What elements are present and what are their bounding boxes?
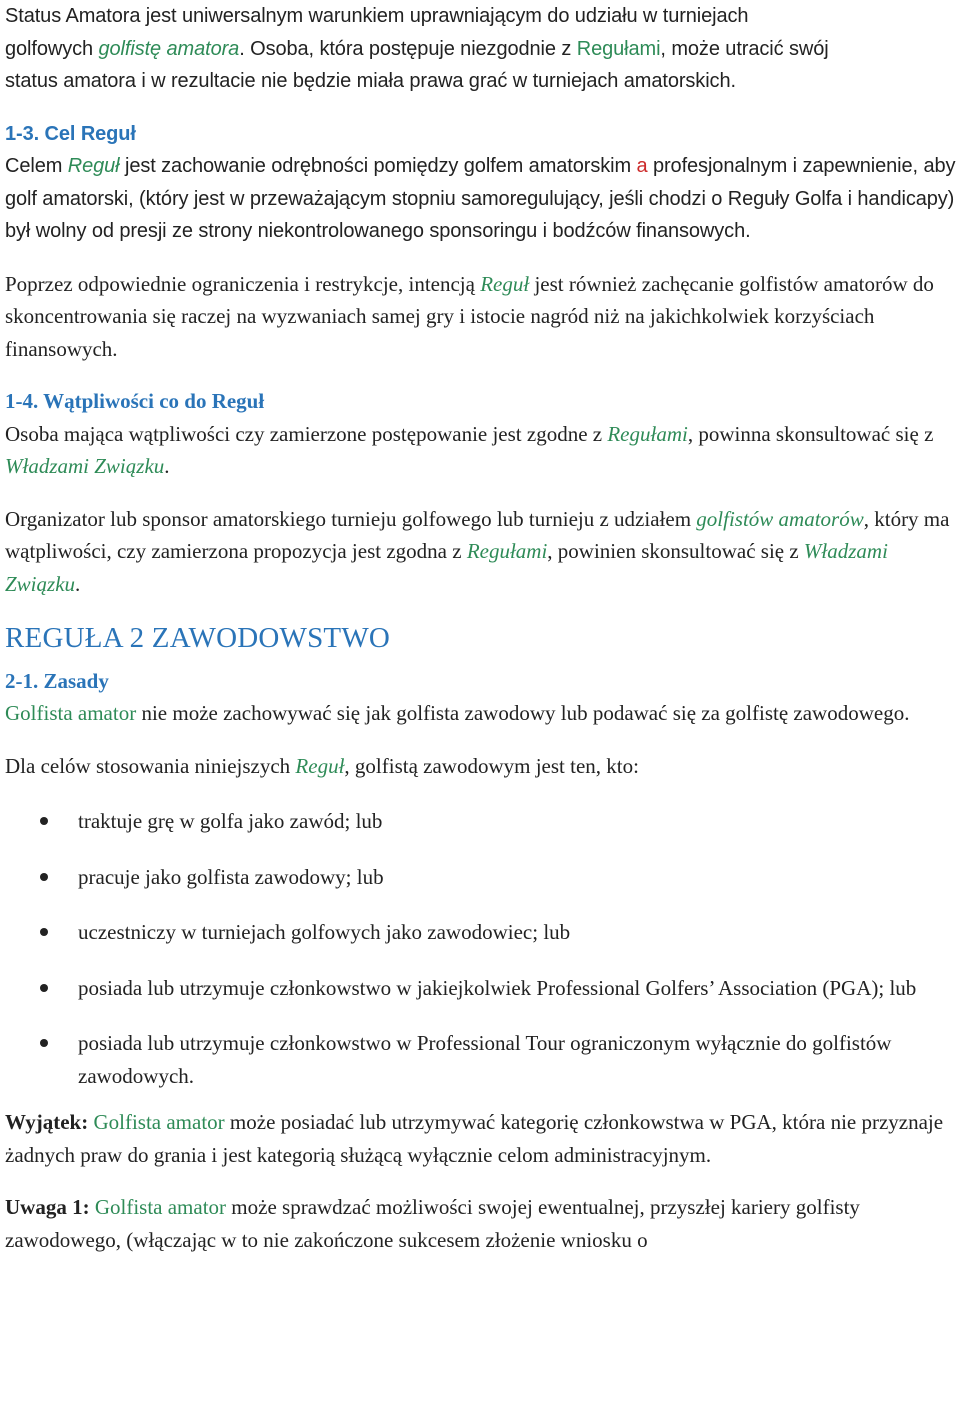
note-paragraph: [5, 1191, 960, 1256]
body-text: nie może zachowywać się jak golfista zawodowy lub podawać się za golfistę zawodowego.: [136, 701, 910, 725]
section-2-1-heading: 2-1. Zasady: [5, 668, 109, 693]
list-item-text: posiada lub utrzymuje członkowstwo w jakiejkolwiek Professional Golfers’ Association (PGA); lub: [78, 975, 917, 1000]
section-1-4-paragraph-2: [5, 503, 960, 601]
term-link[interactable]: golfistę amatora: [98, 37, 240, 60]
note-label: Uwaga 1:: [5, 1195, 90, 1219]
intro-text: status amatora i w rezultacie nie będzie miała prawa grać w turniejach amatorskich.: [5, 70, 736, 92]
body-text: Dla celów stosowania niniejszych: [5, 753, 296, 778]
body-text: może sprawdzać możliwości swojej ewentualnej, przyszłej kariery golfisty zawodowego, (włączając w to nie zakończone sukcesem złożenie wniosku o: [5, 1195, 860, 1252]
body-text: profesjonalnym i zapewnienie, aby golf amatorski, (który jest w przeważającym stopniu samoregulujący, jeśli chodzi o Reguły Golfa i handicapy) był wolny od presji ze strony niekontrolowanego sponsoringu i bodźców finansowych.: [5, 155, 956, 242]
exception-label: Wyjątek:: [5, 1110, 89, 1134]
body-text: może posiadać lub utrzymywać kategorię członkowstwa w PGA, która nie przyznaje żadnych praw do grania i jest kategorią służącą wyłącznie celom administracyjnym.: [5, 1110, 944, 1167]
body-text: Osoba mająca wątpliwości czy zamierzone postępowanie jest zgodne z: [5, 421, 608, 446]
intro-text: , może utracić swój: [660, 37, 829, 60]
section-number: 1-3.: [5, 122, 40, 145]
list-item: [5, 972, 960, 1005]
intro-text: . Osoba, która postępuje niezgodnie z: [239, 37, 577, 60]
body-text: Celem: [5, 155, 68, 177]
term-link[interactable]: Golfista amator: [94, 1195, 227, 1219]
professional-criteria-list: [5, 805, 960, 1092]
term-link[interactable]: Władzami Związku: [5, 539, 888, 596]
bullet-icon: [40, 817, 48, 825]
list-item-text: traktuje grę w golfa jako zawód; lub: [78, 809, 383, 833]
intro-text: golfowych: [5, 37, 99, 60]
term-link[interactable]: Regułami: [466, 539, 548, 563]
term-link[interactable]: Regułami: [576, 37, 661, 60]
bullet-icon: [40, 873, 48, 881]
list-item-text: pracuje jako golfista zawodowy; lub: [78, 864, 384, 889]
term-link[interactable]: Reguł: [295, 753, 345, 778]
bullet-icon: [40, 1039, 48, 1047]
term-link[interactable]: golfistów amatorów: [696, 506, 864, 531]
list-item-text: posiada lub utrzymuje członkowstwo w Professional Tour ograniczonym wyłącznie do golfistów zawodowych.: [78, 1031, 892, 1088]
intro-paragraph: [5, 0, 960, 98]
intro-text: Status Amatora jest uniwersalnym warunkiem uprawniającym do udziału w turniejach: [5, 5, 749, 27]
section-1-4-paragraph-1: [5, 418, 960, 483]
section-1-3-paragraph-1: [5, 150, 960, 248]
term-link[interactable]: Golfista amator: [93, 1110, 225, 1134]
section-2-1-paragraph-2: [5, 750, 960, 783]
body-text: , powinien skonsultować się z: [547, 539, 804, 563]
exception-paragraph: [5, 1106, 960, 1171]
body-text: Poprzez odpowiednie ograniczenia i restrykcje, intencją: [5, 271, 481, 296]
term-link[interactable]: Reguł: [67, 155, 120, 177]
body-text: , który ma wątpliwości, czy zamierzona propozycja jest zgodna z: [5, 506, 950, 563]
highlight-text: a: [636, 155, 648, 177]
term-link[interactable]: Reguł: [480, 271, 530, 296]
bullet-icon: [40, 928, 48, 936]
body-text: , golfistą zawodowym jest ten, kto:: [344, 753, 639, 778]
body-text: .: [75, 571, 81, 596]
term-link[interactable]: Golfista amator: [5, 701, 137, 725]
body-text: jest również zachęcanie golfistów amatorów do skoncentrowania się raczej na wyzwaniach samej gry i istocie nagród niż na jakichkolwiek korzyściach finansowych.: [5, 271, 934, 361]
section-1-4-heading: 1-4. Wątpliwości co do Reguł: [5, 389, 265, 413]
term-link[interactable]: Władzami Związku: [5, 454, 165, 478]
section-2-1-paragraph-1: [5, 697, 960, 730]
list-item: [5, 916, 960, 949]
body-text: , powinna skonsultować się z: [687, 421, 934, 446]
section-1-3-paragraph-2: [5, 268, 960, 366]
section-1-3-heading: [5, 118, 960, 151]
body-text: jest zachowanie odrębności pomiędzy golfem amatorskim: [119, 155, 637, 177]
list-item-text: uczestniczy w turniejach golfowych jako zawodowiec; lub: [78, 920, 571, 944]
list-item: [5, 861, 960, 894]
list-item: [5, 805, 960, 838]
list-item: [5, 1027, 960, 1092]
body-text: Organizator lub sponsor amatorskiego turnieju golfowego lub turnieju z udziałem: [5, 506, 697, 531]
bullet-icon: [40, 984, 48, 992]
term-link[interactable]: Regułami: [607, 421, 688, 446]
body-text: .: [164, 454, 170, 478]
rule-2-title: REGUŁA 2 ZAWODOWSTWO: [5, 622, 391, 654]
section-title: Cel Reguł: [39, 122, 136, 145]
